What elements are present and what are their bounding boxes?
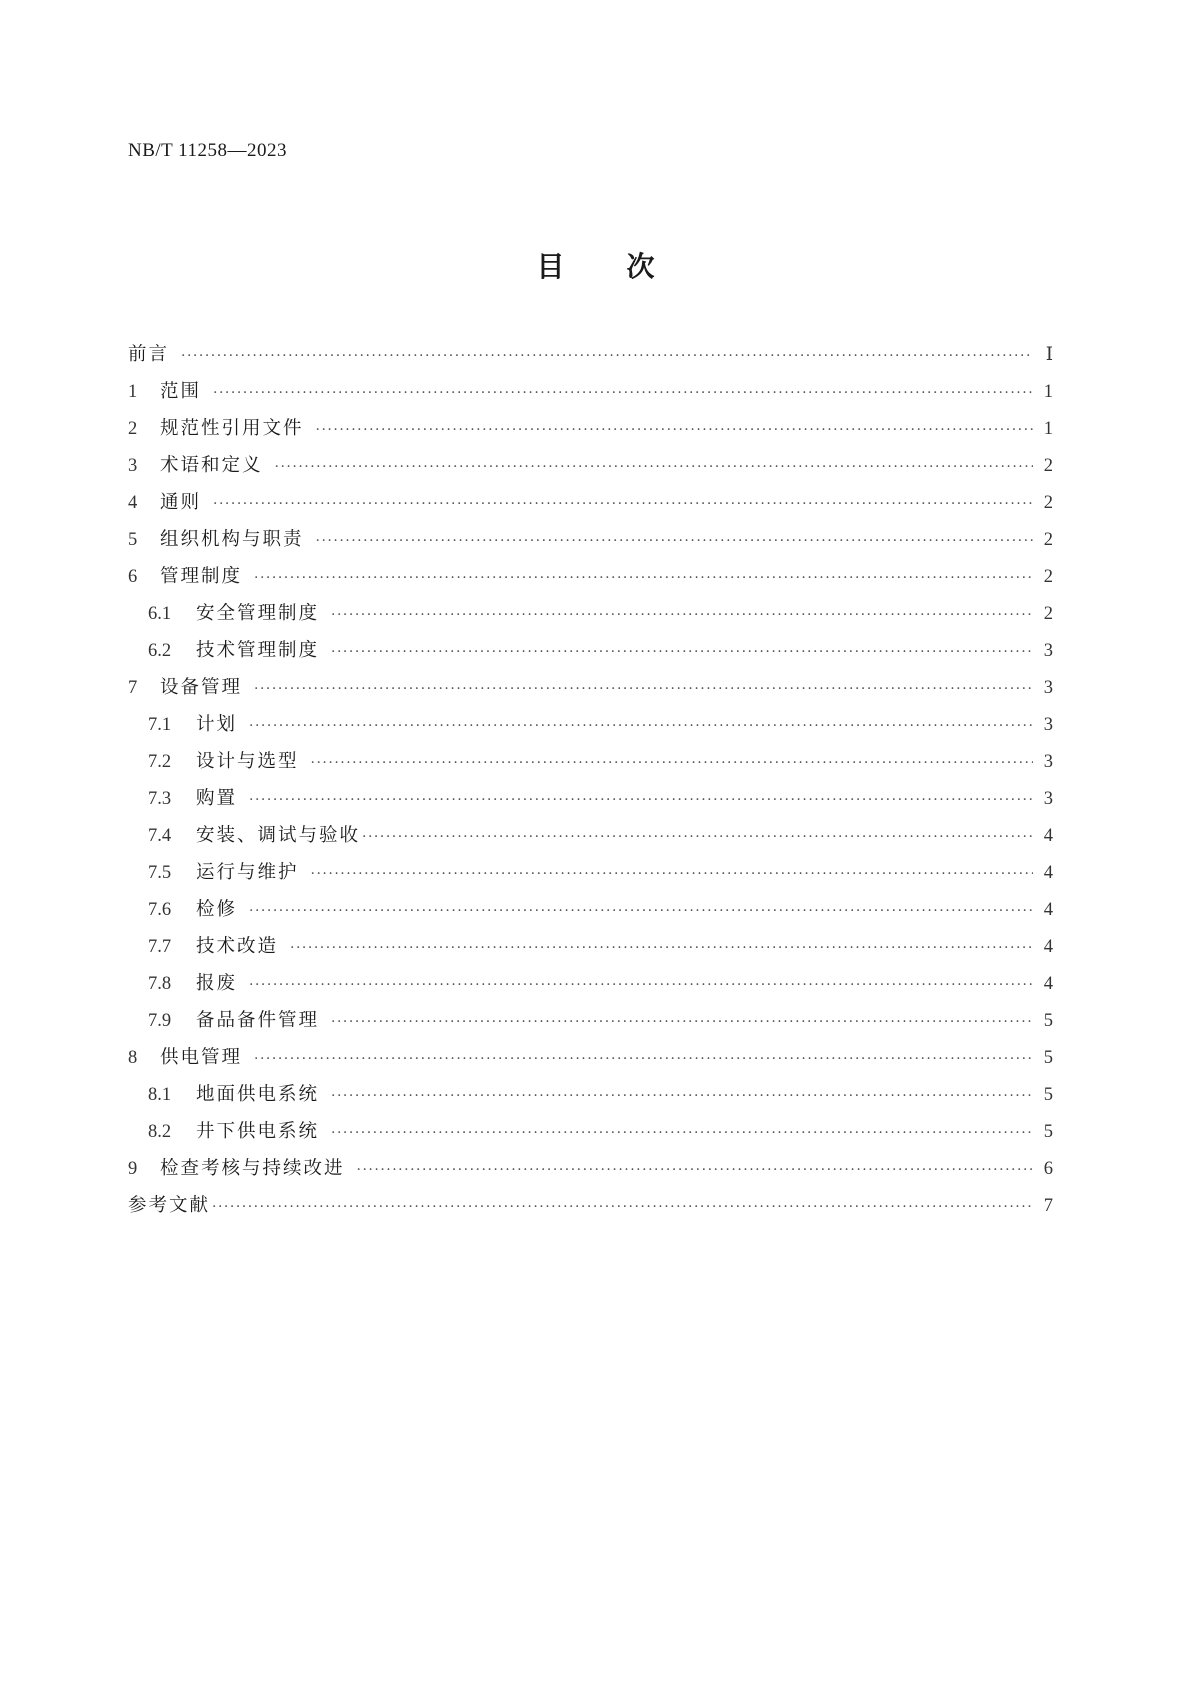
- toc-entry-title: 规范性引用文件: [160, 418, 304, 439]
- toc-entry-page: 4: [1043, 863, 1053, 883]
- toc-entry-page: 2: [1043, 604, 1053, 624]
- toc-entry-page: 3: [1043, 678, 1053, 698]
- document-code: NB/T 11258—2023: [128, 140, 287, 161]
- toc-leader-dots: [254, 570, 1033, 586]
- toc-entry-number: 6: [128, 567, 138, 587]
- toc-entry-page: 5: [1043, 1011, 1053, 1031]
- toc-entry[interactable]: [128, 784, 1053, 821]
- toc-leader-dots: [331, 644, 1033, 660]
- toc-leader-dots: [331, 607, 1033, 623]
- toc-entry-page: 2: [1043, 456, 1053, 476]
- toc-entry-title: 范围: [160, 381, 202, 402]
- toc-entry[interactable]: [128, 969, 1053, 1006]
- toc-entry-page: 3: [1043, 789, 1053, 809]
- toc-leader-dots: [331, 1088, 1033, 1104]
- toc-leader-dots: [275, 459, 1033, 475]
- toc-entry-title: 运行与维护: [196, 862, 299, 883]
- toc-entry[interactable]: [128, 710, 1053, 747]
- toc-heading-char-2: 次: [626, 250, 655, 283]
- toc-entry-title: 组织机构与职责: [160, 529, 304, 550]
- toc-entry-page: 6: [1043, 1159, 1053, 1179]
- toc-entry-page: 5: [1043, 1122, 1053, 1142]
- toc-entry-title: 报废: [196, 973, 238, 994]
- toc-entry-page: 4: [1043, 974, 1053, 994]
- toc-entry-title: 技术管理制度: [196, 640, 320, 661]
- toc-entry[interactable]: [128, 599, 1053, 636]
- toc-entry-number: 8.2: [148, 1122, 172, 1142]
- toc-entry-title: 前言: [128, 344, 170, 365]
- toc-entry-number: 7.5: [148, 863, 172, 883]
- toc-leader-dots: [331, 1125, 1033, 1141]
- toc-leader-dots: [212, 1199, 1033, 1215]
- toc-leader-dots: [249, 792, 1033, 808]
- toc-entry-number: 8.1: [148, 1085, 172, 1105]
- toc-entry-title: 设备管理: [160, 677, 243, 698]
- toc-entry-number: 3: [128, 456, 138, 476]
- toc-entry[interactable]: [128, 1117, 1053, 1154]
- toc-leader-dots: [311, 866, 1033, 882]
- toc-entry-page: 2: [1043, 530, 1053, 550]
- toc-entry-title: 通则: [160, 492, 202, 513]
- toc-entry-page: 3: [1043, 641, 1053, 661]
- toc-entry-page: 4: [1043, 900, 1053, 920]
- toc-leader-dots: [213, 496, 1033, 512]
- toc-entry-number: 7.8: [148, 974, 172, 994]
- toc-entry-page: 2: [1043, 567, 1053, 587]
- toc-entry-title: 购置: [196, 788, 238, 809]
- toc-leader-dots: [316, 422, 1033, 438]
- toc-leader-dots: [311, 755, 1033, 771]
- toc-entry-number: 4: [128, 493, 138, 513]
- toc-leader-dots: [254, 1051, 1033, 1067]
- toc-entry[interactable]: [128, 1006, 1053, 1043]
- toc-entry[interactable]: [128, 636, 1053, 673]
- toc-entry-number: 1: [128, 382, 138, 402]
- toc-entry-title: 地面供电系统: [196, 1084, 320, 1105]
- toc-leader-dots: [249, 718, 1033, 734]
- toc-entry-title: 备品备件管理: [196, 1010, 320, 1031]
- toc-heading-char-1: 目: [536, 250, 565, 283]
- toc-entry-number: 7.2: [148, 752, 172, 772]
- toc-entry-number: 7.7: [148, 937, 172, 957]
- toc-entry-number: 7.1: [148, 715, 172, 735]
- toc-entry[interactable]: [128, 414, 1053, 451]
- toc-heading: [0, 245, 1191, 285]
- toc-leader-dots: [290, 940, 1033, 956]
- toc-entry-title: 管理制度: [160, 566, 243, 587]
- toc-entry[interactable]: [128, 340, 1053, 377]
- toc-leader-dots: [213, 385, 1033, 401]
- toc-entry-number: 2: [128, 419, 138, 439]
- toc-entry-page: 1: [1043, 419, 1053, 439]
- toc-leader-dots: [249, 977, 1033, 993]
- toc-entry[interactable]: [128, 1080, 1053, 1117]
- toc-entry-page: 4: [1043, 937, 1053, 957]
- toc-leader-dots: [254, 681, 1033, 697]
- toc-entry-number: 8: [128, 1048, 138, 1068]
- toc-entry-number: 7.3: [148, 789, 172, 809]
- toc-entry-number: 6.1: [148, 604, 172, 624]
- toc-entry-title: 设计与选型: [196, 751, 299, 772]
- toc-entry-number: 6.2: [148, 641, 172, 661]
- toc-entry-page: 5: [1043, 1085, 1053, 1105]
- toc-entry[interactable]: [128, 451, 1053, 488]
- toc-leader-dots: [362, 829, 1033, 845]
- toc-entry[interactable]: [128, 673, 1053, 710]
- toc-entry-page: 2: [1043, 493, 1053, 513]
- toc-entry[interactable]: [128, 562, 1053, 599]
- toc-entry[interactable]: [128, 932, 1053, 969]
- table-of-contents: [128, 340, 1053, 1228]
- toc-entry-page: 5: [1043, 1048, 1053, 1068]
- toc-entry[interactable]: [128, 488, 1053, 525]
- toc-entry-title: 安全管理制度: [196, 603, 320, 624]
- toc-entry[interactable]: [128, 895, 1053, 932]
- toc-leader-dots: [249, 903, 1033, 919]
- toc-entry-number: 7.4: [148, 826, 172, 846]
- toc-entry[interactable]: [128, 1043, 1053, 1080]
- toc-entry-title: 检修: [196, 899, 238, 920]
- toc-entry-page: 3: [1043, 752, 1053, 772]
- toc-entry-title: 技术改造: [196, 936, 279, 957]
- toc-entry-number: 7.6: [148, 900, 172, 920]
- toc-entry-page: Ⅰ: [1045, 345, 1053, 365]
- toc-entry[interactable]: [128, 747, 1053, 784]
- toc-entry[interactable]: [128, 821, 1053, 858]
- toc-entry-title: 参考文献: [128, 1195, 211, 1216]
- toc-entry-page: 3: [1043, 715, 1053, 735]
- toc-entry-number: 5: [128, 530, 138, 550]
- toc-entry-page: 7: [1043, 1196, 1053, 1216]
- toc-entry-page: 1: [1043, 382, 1053, 402]
- toc-entry-page: 4: [1043, 826, 1053, 846]
- toc-entry[interactable]: [128, 858, 1053, 895]
- toc-entry-number: 7: [128, 678, 138, 698]
- toc-leader-dots: [316, 533, 1033, 549]
- toc-entry-number: 9: [128, 1159, 138, 1179]
- toc-entry-title: 术语和定义: [160, 455, 263, 476]
- toc-leader-dots: [357, 1162, 1033, 1178]
- toc-entry-title: 供电管理: [160, 1047, 243, 1068]
- toc-leader-dots: [331, 1014, 1033, 1030]
- toc-entry-title: 计划: [196, 714, 238, 735]
- toc-leader-dots: [181, 348, 1033, 364]
- toc-entry[interactable]: [128, 1191, 1053, 1228]
- toc-entry[interactable]: [128, 1154, 1053, 1191]
- toc-entry-title: 井下供电系统: [196, 1121, 320, 1142]
- toc-entry[interactable]: [128, 525, 1053, 562]
- toc-entry-number: 7.9: [148, 1011, 172, 1031]
- toc-entry-title: 安装、调试与验收: [196, 825, 361, 846]
- toc-entry[interactable]: [128, 377, 1053, 414]
- toc-entry-title: 检查考核与持续改进: [160, 1158, 345, 1179]
